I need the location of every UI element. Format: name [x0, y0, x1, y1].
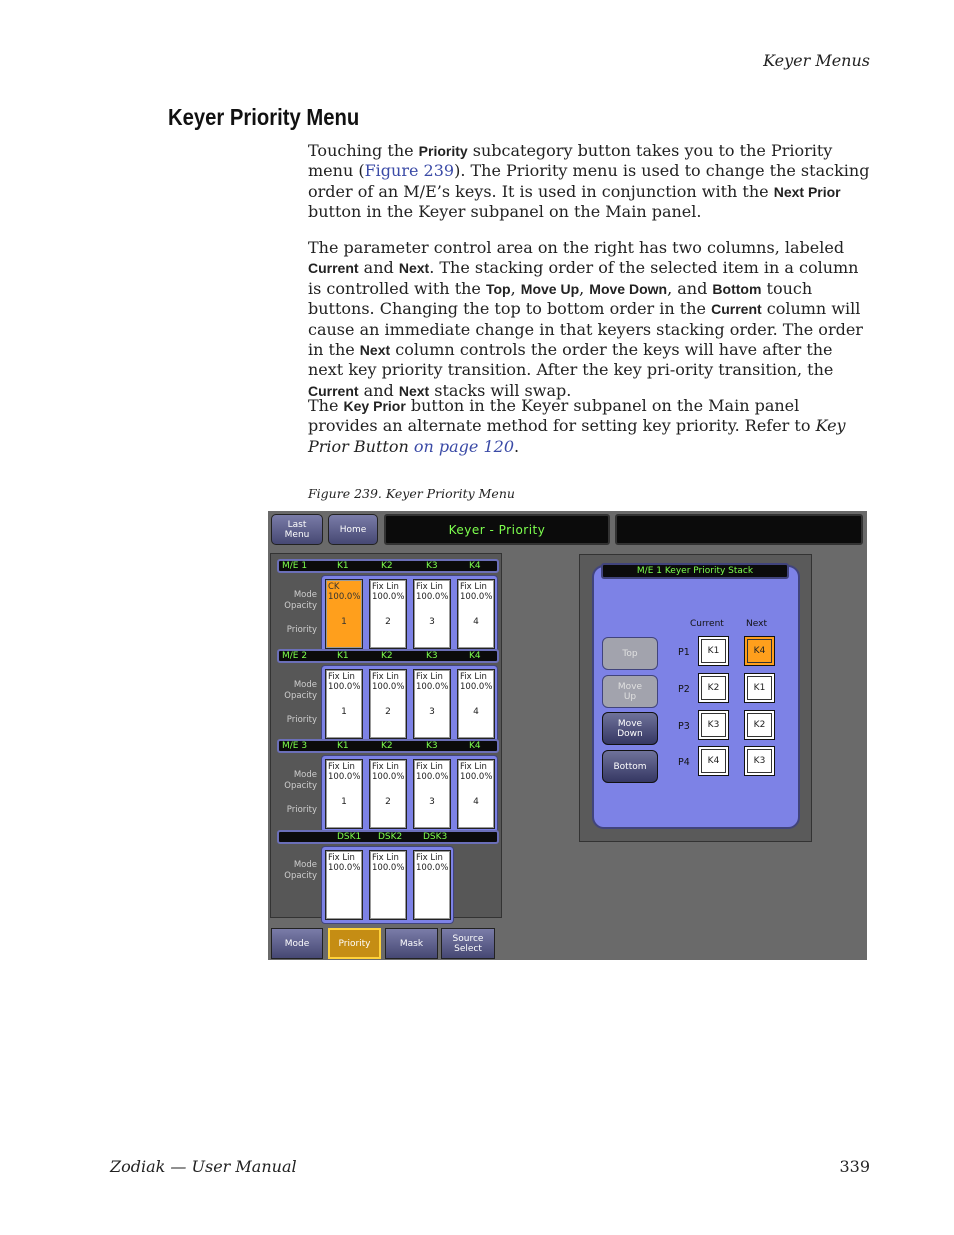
running-header: Keyer Menus: [763, 51, 870, 70]
paragraph-2: The parameter control area on the right has two columns, labeled Current and Next. The stacking order of the selected item in a column is controlled with the Top, Move Up, Move Down, and Bottom touch buttons. Changing the top to bottom order in the Current column will cause an immediate change in that keyers stacking order. The order in the Next column controls the order the keys will have after the next key priority transition. After the key pri-ority transition, the Current and Next stacks will swap.: [308, 238, 863, 400]
page-number: 339: [839, 1157, 870, 1176]
figure-caption: Figure 239. Keyer Priority Menu: [308, 486, 515, 501]
key-label: K3: [426, 741, 438, 751]
current-column-label: Current: [690, 619, 724, 629]
footer-title: Zodiak — User Manual: [110, 1157, 297, 1176]
next-p1-button[interactable]: K4: [744, 636, 775, 666]
current-p4-button[interactable]: K4: [698, 746, 729, 776]
me-label: M/E 1: [282, 561, 308, 571]
top-button[interactable]: Top: [602, 637, 658, 670]
keyer-status-panel: [270, 553, 502, 918]
me1-header: [277, 559, 499, 573]
current-p2-button[interactable]: K2: [698, 673, 729, 703]
dsk2-tile[interactable]: Fix Lin 100.0%: [369, 850, 407, 920]
me2-keys: [321, 665, 498, 743]
tab-mask[interactable]: Mask: [385, 928, 438, 959]
me1-keys: [321, 575, 498, 653]
me1-k3-tile[interactable]: Fix Lin 100.0% 3: [413, 579, 451, 649]
me2-header: [277, 649, 499, 663]
opacity-label: Opacity: [284, 691, 317, 701]
key-label: K4: [469, 561, 481, 571]
key-label: DSK3: [423, 832, 448, 842]
me3-k2-tile[interactable]: Fix Lin 100.0% 2: [369, 759, 407, 829]
me3-keys: [321, 755, 498, 833]
move-down-button[interactable]: Move Down: [602, 712, 658, 745]
page-link[interactable]: on page 120: [408, 436, 514, 456]
status-bar: [615, 514, 863, 545]
keyer-priority-menu-screenshot: [268, 511, 867, 960]
me2-k4-tile[interactable]: Fix Lin 100.0% 4: [457, 669, 495, 739]
key-label: K2: [381, 651, 393, 661]
priority-stack-panel: [592, 565, 800, 829]
me2-k2-tile[interactable]: Fix Lin 100.0% 2: [369, 669, 407, 739]
stack-title: M/E 1 Keyer Priority Stack: [601, 563, 789, 579]
priority-label: Priority: [286, 625, 317, 635]
current-p1-button[interactable]: K1: [698, 636, 729, 666]
me2-k1-tile[interactable]: Fix Lin 100.0% 1: [325, 669, 363, 739]
me1-k1-tile[interactable]: CK 100.0% 1: [325, 579, 363, 649]
key-label: K4: [469, 741, 481, 751]
me3-k3-tile[interactable]: Fix Lin 100.0% 3: [413, 759, 451, 829]
next-p2-button[interactable]: K1: [744, 673, 775, 703]
section-heading: Keyer Priority Menu: [168, 104, 360, 130]
row-label-p1: P1: [678, 647, 690, 658]
last-menu-button[interactable]: Last Menu: [271, 514, 323, 545]
me1-k4-tile[interactable]: Fix Lin 100.0% 4: [457, 579, 495, 649]
next-p4-button[interactable]: K3: [744, 746, 775, 776]
me2-k3-tile[interactable]: Fix Lin 100.0% 3: [413, 669, 451, 739]
opacity-label: Opacity: [284, 871, 317, 881]
tab-mode[interactable]: Mode: [271, 928, 323, 959]
key-label: K3: [426, 651, 438, 661]
key-label: K1: [337, 561, 349, 571]
tab-source-select[interactable]: Source Select: [441, 928, 495, 959]
me3-header: [277, 739, 499, 753]
me-label: M/E 2: [282, 651, 308, 661]
dsk-header: [277, 830, 499, 844]
next-column-label: Next: [746, 619, 767, 629]
key-label: K4: [469, 651, 481, 661]
key-label: K1: [337, 651, 349, 661]
mode-label: Mode: [293, 860, 317, 870]
row-label-p2: P2: [678, 684, 690, 695]
home-button[interactable]: Home: [328, 514, 378, 545]
move-up-button[interactable]: Move Up: [602, 675, 658, 708]
bottom-button[interactable]: Bottom: [602, 750, 658, 783]
mode-label: Mode: [293, 680, 317, 690]
figure-link[interactable]: Figure 239: [364, 161, 455, 181]
opacity-label: Opacity: [284, 601, 317, 611]
me-label: M/E 3: [282, 741, 308, 751]
key-label: K2: [381, 561, 393, 571]
key-label: K3: [426, 561, 438, 571]
mode-label: Mode: [293, 770, 317, 780]
paragraph-3: The Key Prior button in the Keyer subpanel on the Main panel provides an alternate method for setting key priority. Refer to Key Prior Button on page 120.: [308, 396, 846, 456]
dsk3-tile[interactable]: Fix Lin 100.0%: [413, 850, 451, 920]
me3-k1-tile[interactable]: Fix Lin 100.0% 1: [325, 759, 363, 829]
priority-label: Priority: [286, 805, 317, 815]
dsk-keys: [321, 846, 454, 924]
key-label: K1: [337, 741, 349, 751]
priority-label: Priority: [286, 715, 317, 725]
current-p3-button[interactable]: K3: [698, 710, 729, 740]
key-label: K2: [381, 741, 393, 751]
row-label-p4: P4: [678, 757, 690, 768]
me3-k4-tile[interactable]: Fix Lin 100.0% 4: [457, 759, 495, 829]
opacity-label: Opacity: [284, 781, 317, 791]
key-label: DSK2: [378, 832, 403, 842]
menu-title: Keyer - Priority: [384, 514, 610, 545]
tab-priority[interactable]: Priority: [328, 928, 381, 959]
dsk1-tile[interactable]: Fix Lin 100.0%: [325, 850, 363, 920]
row-label-p3: P3: [678, 721, 690, 732]
mode-label: Mode: [293, 590, 317, 600]
me1-k2-tile[interactable]: Fix Lin 100.0% 2: [369, 579, 407, 649]
paragraph-1: Touching the Priority subcategory button takes you to the Priority menu (Figure 239). The Priority menu is used to change the stacking order of an M/E’s keys. It is used in conjunction with the Next Prior button in the Keyer subpanel on the Main panel.: [308, 141, 870, 222]
priority-stack-frame: [579, 554, 812, 842]
next-p3-button[interactable]: K2: [744, 710, 775, 740]
key-label: DSK1: [337, 832, 362, 842]
